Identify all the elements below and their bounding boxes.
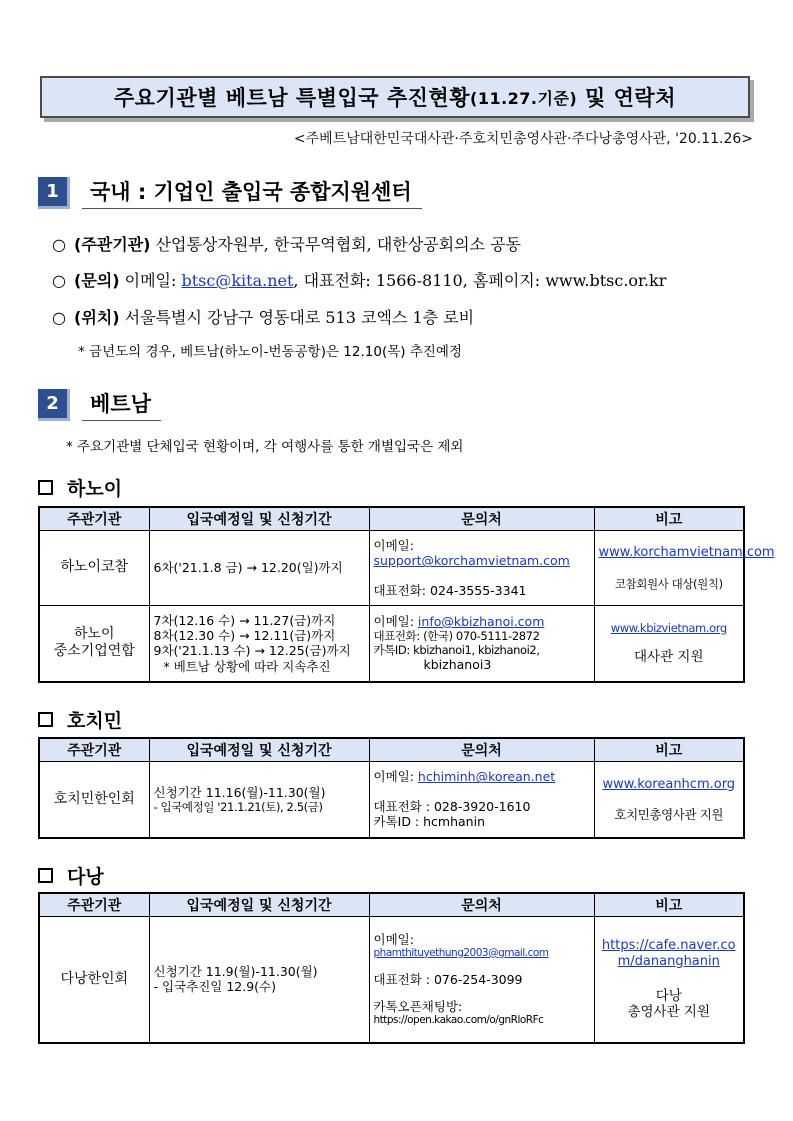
section-2-number: 2 — [38, 389, 70, 421]
kakao-text-2: kbizhanoi3 — [423, 657, 492, 673]
section-2-note: * 주요기관별 단체입국 현황이며, 각 여행사를 통한 개별입국은 제외 — [66, 439, 464, 455]
circle-bullet-icon: ○ — [52, 308, 66, 327]
document-title — [40, 76, 750, 118]
org-cell: 호치민한인회 — [39, 762, 149, 838]
period-line: 6차('21.1.8 금) → 12.20(일)까지 — [153, 560, 343, 576]
site-link[interactable]: https://cafe.naver.com/dananghanin — [601, 937, 736, 969]
phone-text: 대표전화: (한국) 070-5111-2872 — [373, 629, 540, 644]
remark-text: 호치민총영사관 지원 — [614, 806, 724, 822]
table-row — [39, 531, 744, 606]
table-header-row — [39, 893, 744, 917]
location-text: 서울특별시 강남구 영동대로 513 코엑스 1층 로비 — [124, 308, 475, 327]
kakao-text: 카톡ID: kbizhanoi1, kbizhanoi2, — [373, 643, 540, 658]
period-line: 9차('21.1.13 수) → 12.25(금)까지 — [153, 643, 351, 659]
phone-text: 대표전화 : 076-254-3099 — [373, 971, 523, 987]
period-cell — [149, 531, 369, 606]
danang-table — [38, 892, 745, 1044]
contact-cell — [369, 531, 594, 606]
table-header-row — [39, 507, 744, 531]
host-text: 산업통상자원부, 한국무역협회, 대한상공회의소 공동 — [155, 235, 522, 254]
email-link[interactable]: info@kbizhanoi.com — [417, 613, 545, 629]
period-note: * 베트남 상황에 따라 지속추진 — [163, 658, 331, 674]
source-line: <주베트남대한민국대사관·주호치민총영사관·주다낭총영사관, '20.11.26> — [293, 131, 753, 147]
period-cell — [149, 917, 369, 1043]
contact-cell — [369, 606, 594, 682]
checkbox-square-icon — [38, 480, 53, 495]
hanoi-table — [38, 506, 775, 683]
kakao-text: 카톡오픈채팅방: — [373, 998, 463, 1014]
contact-email-link[interactable]: btsc@kita.net — [181, 271, 294, 290]
contact-cell — [369, 762, 594, 838]
email-label: 이메일: — [373, 931, 414, 947]
title-suffix: 및 연락처 — [577, 86, 677, 110]
table-row — [39, 917, 744, 1043]
email-label: 이메일: — [373, 538, 414, 554]
phone-text: 대표전화 : 028-3920-1610 — [373, 798, 531, 814]
email-link[interactable]: phamthituyethung2003@gmail.com — [373, 946, 549, 959]
org-line: 중소기업연합 — [53, 643, 135, 660]
remark-line: 총영사관 지원 — [627, 1004, 711, 1021]
checkbox-square-icon — [38, 868, 53, 883]
phone-text: 대표전화: 024-3555-3341 — [373, 582, 527, 598]
section-2-title: 베트남 — [82, 388, 161, 421]
table-header-row — [39, 738, 744, 762]
circle-bullet-icon: ○ — [52, 235, 66, 254]
hcm-label: 호치민 — [67, 710, 123, 732]
period-line: 신청기간 11.9(월)-11.30(월) — [153, 964, 318, 979]
table-row — [39, 606, 744, 682]
header-org: 주관기관 — [39, 507, 149, 531]
email-link[interactable]: hchiminh@korean.net — [417, 769, 556, 785]
header-remark: 비고 — [594, 738, 744, 762]
remark-text: 코참회원사 대상(원칙) — [614, 576, 723, 591]
section-2-header — [38, 388, 161, 421]
period-cell — [149, 606, 369, 682]
contact-cell — [369, 917, 594, 1043]
header-period: 입국예정일 및 신청기간 — [149, 738, 369, 762]
email-label: 이메일: — [373, 613, 418, 629]
checkbox-square-icon — [38, 712, 53, 727]
table-row — [39, 762, 744, 838]
section-1-number: 1 — [38, 177, 70, 209]
danang-heading — [38, 862, 104, 889]
host-bullet — [52, 232, 521, 255]
site-link[interactable]: www.korchamvietnam.com — [598, 545, 775, 561]
email-label: 이메일: — [373, 769, 418, 785]
section-1-header — [38, 176, 422, 209]
site-link[interactable]: www.kbizvietnam.org — [610, 621, 727, 635]
period-line: - 입국추진일 12.9(수) — [153, 979, 276, 995]
org-cell: 다낭한인회 — [39, 917, 149, 1043]
contact-bullet — [52, 268, 666, 291]
remark-cell — [594, 606, 744, 682]
site-link[interactable]: www.koreanhcm.org — [602, 776, 736, 792]
email-link[interactable]: support@korchamvietnam.com — [373, 553, 570, 569]
location-bullet — [52, 305, 474, 328]
contact-email-prefix: 이메일: — [124, 271, 182, 290]
header-contact: 문의처 — [369, 738, 594, 762]
period-line: 신청기간 11.16(월)-11.30(월) — [153, 784, 326, 800]
kakao-link[interactable]: https://open.kakao.com/o/gnRloRFc — [373, 1014, 544, 1027]
header-org: 주관기관 — [39, 738, 149, 762]
hcm-heading — [38, 706, 122, 733]
header-remark: 비고 — [594, 507, 744, 531]
title-main: 주요기관별 베트남 특별입국 추진현황 — [113, 86, 470, 110]
org-cell: 하노이코참 — [39, 531, 149, 606]
host-label: (주관기관) — [74, 235, 151, 254]
hanoi-label: 하노이 — [67, 478, 123, 500]
remark-cell — [594, 917, 744, 1043]
remark-line: 다낭 — [655, 987, 682, 1004]
location-label: (위치) — [74, 308, 120, 327]
period-line: 7차(12.16 수) → 11.27(금)까지 — [153, 612, 336, 628]
contact-rest: , 대표전화: 1566-8110, 홈페이지: www.btsc.or.kr — [293, 271, 667, 290]
danang-label: 다낭 — [67, 866, 104, 888]
period-line: - 입국예정일 '21.1.21(토), 2.5(금) — [153, 799, 323, 814]
period-line: 8차(12.30 수) → 12.11(금)까지 — [153, 628, 336, 643]
header-org: 주관기관 — [39, 893, 149, 917]
header-contact: 문의처 — [369, 507, 594, 531]
contact-label: (문의) — [74, 271, 120, 290]
org-line: 하노이 — [73, 626, 115, 643]
kakao-text: 카톡ID : hcmhanin — [373, 813, 485, 829]
hcm-table — [38, 737, 745, 839]
header-remark: 비고 — [594, 893, 744, 917]
org-cell — [39, 606, 149, 682]
section-1-title: 국내 : 기업인 출입국 종합지원센터 — [82, 176, 422, 209]
hanoi-heading — [38, 474, 122, 501]
remark-cell — [594, 531, 775, 606]
section-1-note: * 금년도의 경우, 베트남(하노이-번동공항)은 12.10(목) 추진예정 — [78, 344, 462, 360]
period-cell — [149, 762, 369, 838]
remark-cell — [594, 762, 744, 838]
header-contact: 문의처 — [369, 893, 594, 917]
circle-bullet-icon: ○ — [52, 271, 66, 290]
header-period: 입국예정일 및 신청기간 — [149, 893, 369, 917]
header-period: 입국예정일 및 신청기간 — [149, 507, 369, 531]
remark-text: 대사관 지원 — [634, 649, 704, 666]
title-date: (11.27.기준) — [470, 88, 578, 108]
